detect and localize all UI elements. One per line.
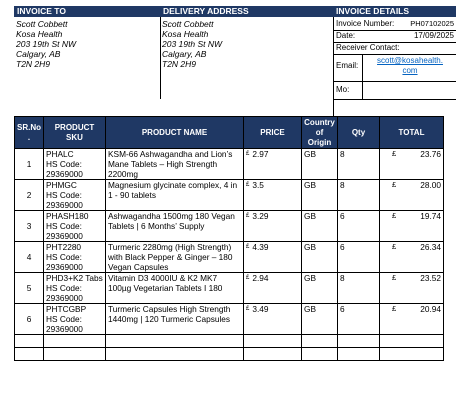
total-value: 26.34 (420, 242, 441, 252)
empty-cell (338, 348, 380, 361)
cell-product-name: Turmeric 2280mg (High Strength) with Black Pepper & Ginger – 180 Vegan Capsules (106, 242, 244, 273)
delivery-address (162, 19, 222, 69)
sku-line: PHMGC (46, 180, 77, 190)
cell-sku (44, 304, 106, 335)
address-line: Calgary, AB (162, 49, 207, 59)
table-row (15, 242, 444, 273)
invoice-number-label: Invoice Number: (336, 19, 395, 28)
total-value: 19.74 (420, 211, 441, 221)
date-value: 17/09/2025 (413, 31, 454, 40)
cell-product-name: Ashwagandha 1500mg 180 Vegan Tablets | 6 Months’ Supply (106, 211, 244, 242)
cell-sr-no: 6 (15, 304, 44, 335)
empty-row (15, 348, 444, 361)
cell-total (380, 180, 444, 211)
divider (333, 54, 456, 55)
cell-sr-no: 5 (15, 273, 44, 304)
date-label: Date: (336, 31, 356, 40)
cell-origin: GB (302, 180, 338, 211)
sku-line: PHTCGBP (46, 304, 87, 314)
sku-line: HS Code: (46, 252, 82, 262)
sku-line: PHASH180 (46, 211, 89, 221)
cell-product-name: Turmeric Capsules High Strength 1440mg | 120 Turmeric Capsules (106, 304, 244, 335)
cell-price (244, 304, 302, 335)
cell-total (380, 242, 444, 273)
currency-symbol: £ (392, 180, 397, 189)
email-link-line2[interactable]: com (402, 66, 418, 75)
cell-origin: GB (302, 149, 338, 180)
divider (333, 99, 456, 100)
cell-qty: 8 (338, 180, 380, 211)
invoice-to-address (16, 19, 76, 69)
column-header-sr: SR.No . (15, 117, 44, 149)
cell-qty: 6 (338, 304, 380, 335)
cell-qty: 6 (338, 242, 380, 273)
sku-line: 29369000 (46, 324, 83, 334)
cell-total (380, 149, 444, 180)
address-line: 203 19th St NW (16, 39, 77, 49)
currency-symbol: £ (246, 182, 250, 188)
price-value: 4.39 (252, 242, 269, 252)
empty-cell (44, 348, 106, 361)
empty-cell (302, 348, 338, 361)
empty-cell (244, 335, 302, 348)
address-line: Kosa Health (162, 29, 209, 39)
empty-cell (380, 348, 444, 361)
empty-cell (44, 335, 106, 348)
email-link-line1[interactable]: scott@kosahealth. (377, 56, 443, 65)
price-value: 2.94 (252, 273, 269, 283)
price-value: 3.49 (252, 304, 269, 314)
divider (160, 17, 161, 99)
cell-origin: GB (302, 304, 338, 335)
cell-price (244, 273, 302, 304)
address-line: Scott Cobbett (162, 19, 214, 29)
currency-symbol: £ (392, 211, 397, 220)
cell-qty: 6 (338, 211, 380, 242)
address-line: Kosa Health (16, 29, 63, 39)
sku-line: 29369000 (46, 262, 83, 272)
column-header-qty: Qty (338, 117, 380, 149)
cell-sr-no: 3 (15, 211, 44, 242)
currency-symbol: £ (246, 275, 250, 281)
cell-origin: GB (302, 242, 338, 273)
table-row (15, 180, 444, 211)
invoice-to-header: INVOICE TO (14, 6, 160, 17)
table-row (15, 273, 444, 304)
cell-sr-no: 4 (15, 242, 44, 273)
cell-product-name: Vitamin D3 4000IU & K2 MK7 100µg Vegetarian Tablets I 180 (106, 273, 244, 304)
cell-total (380, 273, 444, 304)
sku-line: PHD3+K2 Tabs (46, 273, 103, 283)
sku-line: HS Code: (46, 314, 82, 324)
total-value: 20.94 (420, 304, 441, 314)
price-value: 3.29 (252, 211, 269, 221)
cell-sku (44, 242, 106, 273)
sku-line: 29369000 (46, 231, 83, 241)
empty-cell (106, 348, 244, 361)
divider (333, 81, 456, 82)
column-header-name: PRODUCT NAME (106, 117, 244, 149)
sku-line: PHALC (46, 149, 74, 159)
total-value: 23.76 (420, 149, 441, 159)
sku-line: 29369000 (46, 200, 83, 210)
table-header-row (15, 117, 444, 149)
sku-line: PHT2280 (46, 242, 82, 252)
currency-symbol: £ (246, 244, 250, 250)
email-link[interactable] (364, 56, 456, 76)
cell-sku (44, 273, 106, 304)
currency-symbol: £ (246, 151, 250, 157)
price-value: 3.5 (252, 180, 264, 190)
currency-symbol: £ (392, 149, 397, 158)
cell-product-name: KSM-66 Ashwagandha and Lion’s Mane Tablets – High Strength 2200mg (106, 149, 244, 180)
cell-price (244, 211, 302, 242)
sku-line: HS Code: (46, 159, 82, 169)
cell-product-name: Magnesium glycinate complex, 4 in 1 - 90 tablets (106, 180, 244, 211)
total-value: 28.00 (420, 180, 441, 190)
empty-cell (15, 335, 44, 348)
cell-sku (44, 180, 106, 211)
sku-line: 29369000 (46, 293, 83, 303)
currency-symbol: £ (392, 304, 397, 313)
address-line: Scott Cobbett (16, 19, 68, 29)
price-value: 2.97 (252, 149, 269, 159)
cell-price (244, 180, 302, 211)
cell-price (244, 149, 302, 180)
receiver-contact-label: Receiver Contact: (336, 43, 400, 52)
empty-cell (380, 335, 444, 348)
cell-total (380, 211, 444, 242)
mobile-label: Mo: (336, 85, 350, 94)
total-value: 23.52 (420, 273, 441, 283)
sku-line: 29369000 (46, 169, 83, 179)
empty-row (15, 335, 444, 348)
empty-cell (106, 335, 244, 348)
email-label: Email: (336, 61, 359, 70)
column-header-sku: PRODUCT SKU (44, 117, 106, 149)
address-line: T2N 2H9 (162, 59, 197, 69)
divider (362, 82, 363, 99)
address-line: 203 19th St NW (162, 39, 223, 49)
cell-qty: 8 (338, 149, 380, 180)
delivery-address-header: DELIVERY ADDRESS (160, 6, 333, 17)
cell-origin: GB (302, 211, 338, 242)
cell-price (244, 242, 302, 273)
sku-line: HS Code: (46, 190, 82, 200)
cell-origin: GB (302, 273, 338, 304)
column-header-origin: Country of Origin (302, 117, 338, 149)
cell-sr-no: 1 (15, 149, 44, 180)
currency-symbol: £ (392, 273, 397, 282)
currency-symbol: £ (246, 306, 250, 312)
cell-sku (44, 211, 106, 242)
sku-line: HS Code: (46, 283, 82, 293)
invoice-details-header: INVOICE DETAILS (333, 6, 456, 17)
empty-cell (15, 348, 44, 361)
empty-cell (244, 348, 302, 361)
column-header-price: PRICE (244, 117, 302, 149)
cell-sr-no: 2 (15, 180, 44, 211)
invoice-number-value: PH07102025 (410, 19, 454, 28)
sku-line: HS Code: (46, 221, 82, 231)
address-line: T2N 2H9 (16, 59, 51, 69)
divider (333, 17, 334, 128)
empty-cell (338, 335, 380, 348)
divider (362, 55, 363, 81)
table-row (15, 304, 444, 335)
column-header-total: TOTAL (380, 117, 444, 149)
table-row (15, 149, 444, 180)
currency-symbol: £ (246, 213, 250, 219)
currency-symbol: £ (392, 242, 397, 251)
cell-qty: 8 (338, 273, 380, 304)
items-table (14, 116, 444, 361)
empty-cell (302, 335, 338, 348)
cell-total (380, 304, 444, 335)
table-row (15, 211, 444, 242)
address-line: Calgary, AB (16, 49, 61, 59)
cell-sku (44, 149, 106, 180)
